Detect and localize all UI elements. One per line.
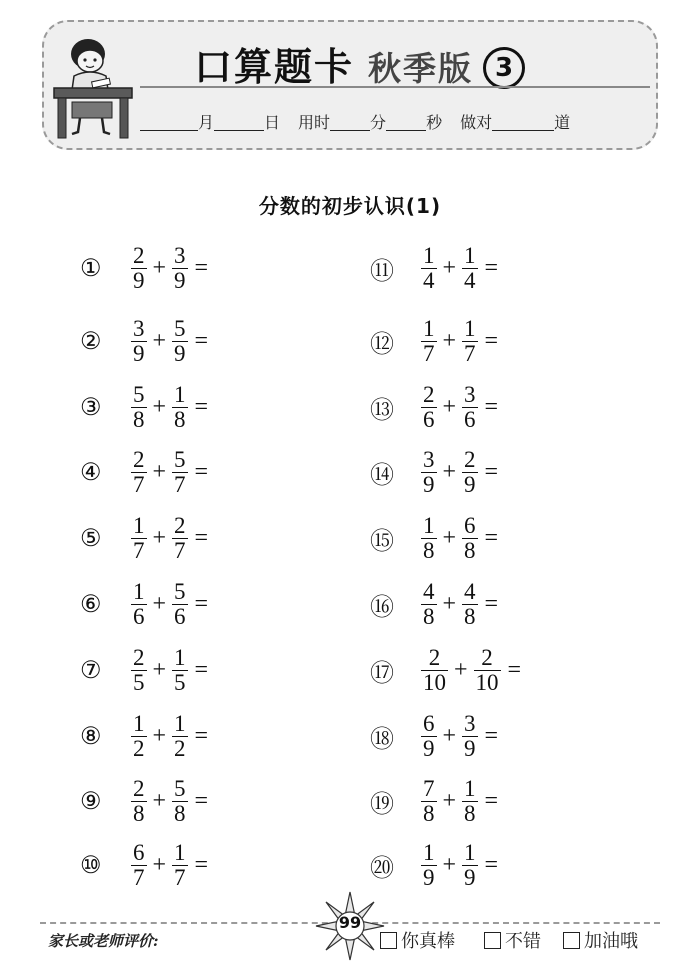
fraction <box>131 514 147 563</box>
fraction <box>421 514 437 563</box>
denominator: 8 <box>133 800 145 826</box>
equals-sign: = <box>507 656 522 683</box>
denominator: 5 <box>133 669 145 695</box>
numerator: 1 <box>423 512 435 538</box>
equals-sign: = <box>194 722 209 749</box>
problem-number: ⑨ <box>80 788 102 815</box>
fraction <box>131 317 147 366</box>
equals-sign: = <box>194 590 209 617</box>
problem-number: ⑩ <box>80 852 102 879</box>
plus-sign: + <box>152 851 167 878</box>
equals-sign: = <box>484 722 499 749</box>
denominator: 7 <box>174 537 186 563</box>
denominator: 8 <box>423 800 435 826</box>
worksheet-subtitle: 分数的初步认识(1) <box>258 194 442 218</box>
denominator: 9 <box>423 471 435 497</box>
fraction <box>172 244 188 293</box>
denominator: 7 <box>174 864 186 890</box>
title-underline <box>140 86 650 88</box>
problem-15 <box>370 511 498 565</box>
fraction <box>462 244 478 293</box>
equals-sign: = <box>484 787 499 814</box>
fraction <box>131 646 147 695</box>
numerator: 1 <box>464 775 476 801</box>
card-title <box>194 36 525 88</box>
numerator: 1 <box>174 381 186 407</box>
fraction <box>172 646 188 695</box>
problem-6 <box>80 577 208 631</box>
fraction <box>462 448 478 497</box>
fraction <box>172 777 188 826</box>
problem-number: ① <box>80 255 102 282</box>
month-blank[interactable] <box>140 114 198 131</box>
numerator: 6 <box>423 710 435 736</box>
problem-2 <box>80 314 208 368</box>
time-used-label: 用时 <box>298 113 331 132</box>
problem-number: ⑳ <box>370 855 394 882</box>
denominator: 9 <box>174 340 186 366</box>
problem-3 <box>80 380 208 434</box>
plus-sign: + <box>152 590 167 617</box>
plus-sign: + <box>152 458 167 485</box>
problem-number: ② <box>80 328 102 355</box>
denominator: 9 <box>423 864 435 890</box>
fraction <box>172 448 188 497</box>
plus-sign: + <box>442 254 457 281</box>
problem-number: ⑰ <box>370 660 394 687</box>
numerator: 1 <box>464 315 476 341</box>
fraction <box>462 777 478 826</box>
numerator: 1 <box>423 242 435 268</box>
fraction <box>462 580 478 629</box>
fraction <box>421 580 437 629</box>
denominator: 8 <box>423 537 435 563</box>
problem-number: ⑥ <box>80 591 102 618</box>
equals-sign: = <box>484 851 499 878</box>
equals-sign: = <box>194 458 209 485</box>
plus-sign: + <box>442 851 457 878</box>
problem-number: ⑪ <box>370 258 394 285</box>
numerator: 2 <box>464 446 476 472</box>
title-number-badge: 3 <box>483 47 525 89</box>
denominator: 6 <box>133 603 145 629</box>
option-keep-going[interactable] <box>563 927 638 953</box>
problem-11 <box>370 241 498 295</box>
plus-sign: + <box>152 656 167 683</box>
numerator: 2 <box>133 446 145 472</box>
equals-sign: = <box>194 524 209 551</box>
problem-number: ⑲ <box>370 791 394 818</box>
numerator: 2 <box>133 775 145 801</box>
problem-number: ⑧ <box>80 723 102 750</box>
problem-number: ⑯ <box>370 594 394 621</box>
fraction <box>172 580 188 629</box>
plus-sign: + <box>442 722 457 749</box>
problem-number: ⑦ <box>80 657 102 684</box>
denominator: 9 <box>133 267 145 293</box>
month-label: 月 <box>198 113 215 132</box>
plus-sign: + <box>442 393 457 420</box>
problem-10 <box>80 838 208 892</box>
denominator: 5 <box>174 669 186 695</box>
fraction <box>131 580 147 629</box>
numerator: 1 <box>133 710 145 736</box>
numerator: 1 <box>174 710 186 736</box>
denominator: 6 <box>464 406 476 432</box>
numerator: 1 <box>423 315 435 341</box>
student-at-desk-illustration <box>50 28 134 140</box>
day-blank[interactable] <box>214 114 264 131</box>
numerator: 3 <box>464 710 476 736</box>
equals-sign: = <box>194 851 209 878</box>
problem-1 <box>80 241 208 295</box>
fraction <box>462 317 478 366</box>
equals-sign: = <box>484 393 499 420</box>
fraction <box>462 712 478 761</box>
option-good-label: 不错 <box>505 931 541 952</box>
numerator: 2 <box>133 644 145 670</box>
plus-sign: + <box>152 393 167 420</box>
problem-number: ⑫ <box>370 331 394 358</box>
fraction <box>172 712 188 761</box>
page-number: 99 <box>338 913 362 932</box>
denominator: 10 <box>475 669 499 695</box>
date-time-score-row <box>140 110 570 133</box>
numerator: 2 <box>423 381 435 407</box>
numerator: 1 <box>464 839 476 865</box>
option-good[interactable] <box>484 927 541 953</box>
denominator: 7 <box>464 340 476 366</box>
numerator: 1 <box>464 242 476 268</box>
equals-sign: = <box>194 393 209 420</box>
fraction <box>131 777 147 826</box>
numerator: 1 <box>174 644 186 670</box>
numerator: 5 <box>174 446 186 472</box>
denominator: 2 <box>133 735 145 761</box>
numerator: 5 <box>133 381 145 407</box>
denominator: 7 <box>133 537 145 563</box>
equals-sign: = <box>484 590 499 617</box>
numerator: 1 <box>174 839 186 865</box>
problem-4 <box>80 445 208 499</box>
title-main: 口算题卡 <box>194 45 355 89</box>
numerator: 1 <box>423 839 435 865</box>
denominator: 6 <box>423 406 435 432</box>
problem-number: ⑮ <box>370 528 394 555</box>
correct-count-label: 做对 <box>460 113 493 132</box>
problem-number: ③ <box>80 394 102 421</box>
numerator: 2 <box>428 644 441 670</box>
plus-sign: + <box>454 656 468 683</box>
denominator: 4 <box>423 267 435 293</box>
denominator: 8 <box>464 800 476 826</box>
option-great[interactable] <box>380 927 455 953</box>
denominator: 7 <box>133 864 145 890</box>
numerator: 1 <box>133 578 145 604</box>
equals-sign: = <box>194 327 209 354</box>
numerator: 3 <box>464 381 476 407</box>
denominator: 10 <box>423 669 446 695</box>
problem-number: ⑤ <box>80 525 102 552</box>
numerator: 2 <box>481 644 493 670</box>
seconds-label: 秒 <box>426 113 443 132</box>
fraction <box>474 646 501 695</box>
denominator: 8 <box>464 537 476 563</box>
questions-label: 道 <box>554 113 571 132</box>
problem-number: ④ <box>80 459 102 486</box>
denominator: 9 <box>133 340 145 366</box>
fraction <box>421 244 437 293</box>
fraction <box>421 777 437 826</box>
checkbox-keep-going[interactable] <box>563 932 580 949</box>
header-card <box>42 20 658 150</box>
numerator: 3 <box>423 446 435 472</box>
fraction <box>172 383 188 432</box>
plus-sign: + <box>152 327 167 354</box>
numerator: 3 <box>133 315 145 341</box>
problem-19 <box>370 774 498 828</box>
seconds-blank[interactable] <box>386 114 426 131</box>
numerator: 3 <box>174 242 186 268</box>
evaluation-label: 家长或老师评价: <box>48 932 159 950</box>
denominator: 9 <box>464 864 476 890</box>
denominator: 7 <box>174 471 186 497</box>
fraction <box>172 514 188 563</box>
denominator: 6 <box>174 603 186 629</box>
equals-sign: = <box>484 524 499 551</box>
fraction <box>462 383 478 432</box>
denominator: 8 <box>423 603 435 629</box>
numerator: 7 <box>423 775 435 801</box>
option-keep-going-label: 加油哦 <box>584 931 638 952</box>
numerator: 6 <box>464 512 476 538</box>
problem-number: ⑭ <box>370 462 394 489</box>
option-great-label: 你真棒 <box>401 931 455 952</box>
denominator: 8 <box>133 406 145 432</box>
denominator: 9 <box>464 471 476 497</box>
denominator: 7 <box>133 471 145 497</box>
denominator: 4 <box>464 267 476 293</box>
problem-13 <box>370 380 498 434</box>
denominator: 2 <box>174 735 186 761</box>
checkbox-great[interactable] <box>380 932 397 949</box>
numerator: 2 <box>174 512 186 538</box>
fraction <box>462 841 478 890</box>
fraction <box>462 514 478 563</box>
fraction <box>172 841 188 890</box>
equals-sign: = <box>194 254 209 281</box>
equals-sign: = <box>194 787 209 814</box>
day-label: 日 <box>264 113 281 132</box>
plus-sign: + <box>152 722 167 749</box>
minutes-blank[interactable] <box>330 114 370 131</box>
fraction <box>131 244 147 293</box>
numerator: 2 <box>133 242 145 268</box>
problem-9 <box>80 774 208 828</box>
fraction <box>131 712 147 761</box>
numerator: 5 <box>174 775 186 801</box>
fraction <box>172 317 188 366</box>
problem-12 <box>370 314 498 368</box>
plus-sign: + <box>442 524 457 551</box>
numerator: 6 <box>133 839 145 865</box>
plus-sign: + <box>442 787 457 814</box>
plus-sign: + <box>442 458 457 485</box>
fraction <box>131 383 147 432</box>
denominator: 9 <box>174 267 186 293</box>
problem-14 <box>370 445 498 499</box>
problem-number: ⑬ <box>370 397 394 424</box>
denominator: 9 <box>423 735 435 761</box>
problem-20 <box>370 838 498 892</box>
plus-sign: + <box>152 524 167 551</box>
denominator: 8 <box>174 406 186 432</box>
denominator: 7 <box>423 340 435 366</box>
numerator: 5 <box>174 315 186 341</box>
fraction <box>421 448 437 497</box>
plus-sign: + <box>442 590 457 617</box>
checkbox-good[interactable] <box>484 932 501 949</box>
equals-sign: = <box>484 254 499 281</box>
problem-18 <box>370 709 498 763</box>
problem-17 <box>370 643 521 697</box>
fraction <box>421 317 437 366</box>
denominator: 8 <box>174 800 186 826</box>
fraction <box>131 448 147 497</box>
equals-sign: = <box>484 458 499 485</box>
equals-sign: = <box>484 327 499 354</box>
correct-count-blank[interactable] <box>492 114 554 131</box>
denominator: 9 <box>464 735 476 761</box>
numerator: 1 <box>133 512 145 538</box>
problem-number: ⑱ <box>370 726 394 753</box>
plus-sign: + <box>152 787 167 814</box>
equals-sign: = <box>194 656 209 683</box>
plus-sign: + <box>152 254 167 281</box>
numerator: 4 <box>464 578 476 604</box>
numerator: 4 <box>423 578 435 604</box>
fraction <box>421 841 437 890</box>
fraction <box>421 646 448 695</box>
title-season: 秋季版 <box>368 49 474 88</box>
problem-7 <box>80 643 208 697</box>
problem-16 <box>370 577 498 631</box>
minutes-label: 分 <box>370 113 387 132</box>
fraction <box>421 712 437 761</box>
plus-sign: + <box>442 327 457 354</box>
denominator: 8 <box>464 603 476 629</box>
problem-8 <box>80 709 208 763</box>
fraction <box>421 383 437 432</box>
problem-5 <box>80 511 208 565</box>
fraction <box>131 841 147 890</box>
numerator: 5 <box>174 578 186 604</box>
